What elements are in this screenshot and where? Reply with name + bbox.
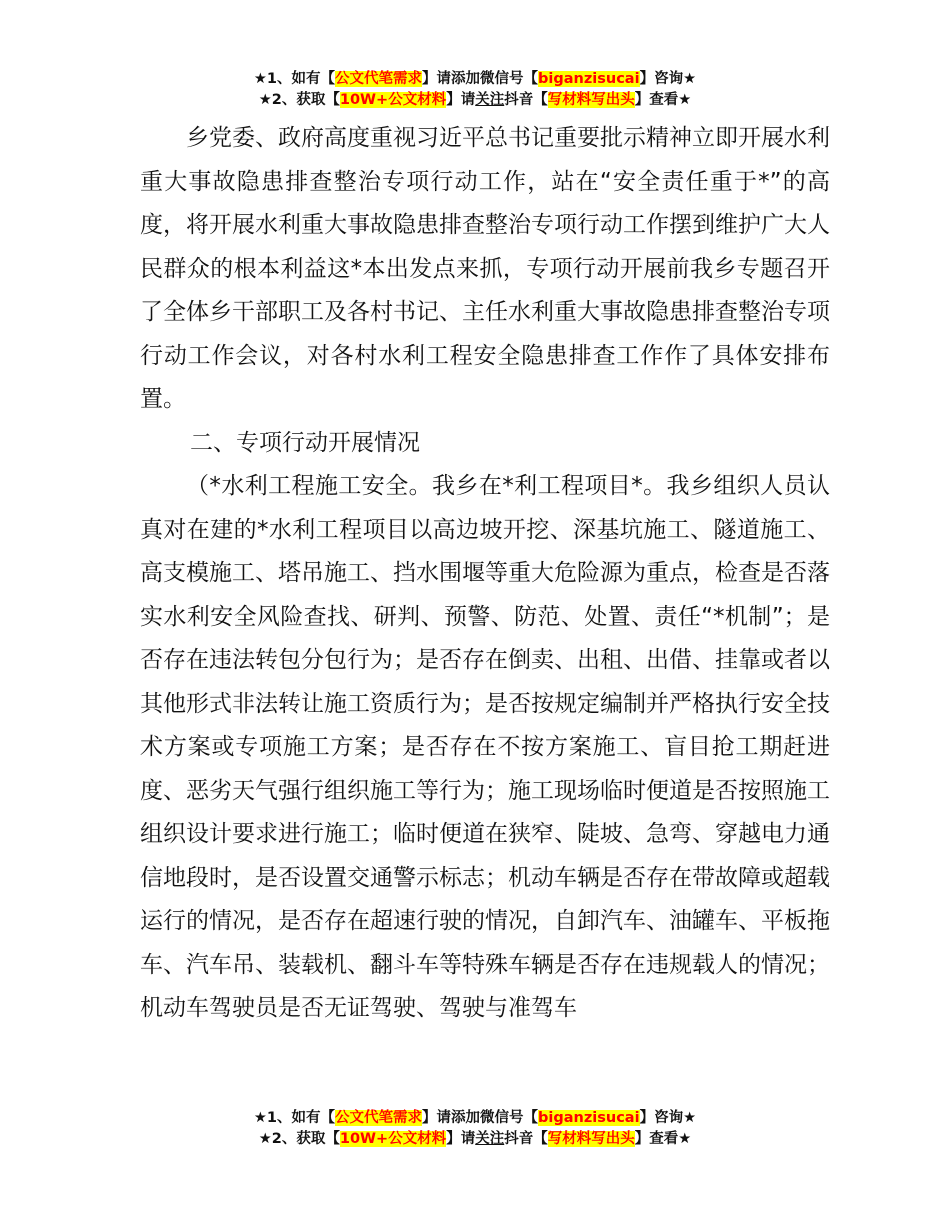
banner-text: 】咨询★	[639, 71, 697, 87]
banner-highlight: 公文代笔需求	[335, 71, 423, 87]
banner-text: 】咨询★	[639, 1110, 697, 1126]
banner-text: 抖音【	[504, 1131, 548, 1147]
banner-highlight-douyin: 写材料写出头	[547, 92, 635, 108]
banner-line-1	[0, 1108, 950, 1129]
banner-highlight-wechat-id: biganzisucai	[538, 71, 640, 87]
banner-highlight-wechat-id: biganzisucai	[538, 1110, 640, 1126]
banner-highlight-douyin: 写材料写出头	[547, 1131, 635, 1147]
banner-line-2	[0, 90, 950, 111]
banner-text: ★1、如有【	[253, 71, 336, 87]
banner-text: ★1、如有【	[253, 1110, 336, 1126]
banner-line-1	[0, 69, 950, 90]
banner-highlight: 10W+公文材料	[339, 92, 447, 108]
banner-highlight: 10W+公文材料	[339, 1131, 447, 1147]
header-banner	[0, 69, 950, 111]
banner-text: ★2、获取【	[258, 1131, 340, 1147]
banner-text: ★2、获取【	[258, 92, 340, 108]
paragraph-intro: 乡党委、政府高度重视习近平总书记重要批示精神立即开展水利重大事故隐患排查整治专项行动工作，站在“安全责任重于*”的高度，将开展水利重大事故隐患排查整治专项行动工作摆到维护广大人民群众的根本利益这*本出发点来抓，专项行动开展前我乡专题召开了全体乡干部职工及各村书记、主任水利重大事故隐患排查整治专项行动工作会议，对各村水利工程安全隐患排查工作作了具体安排布置。	[140, 125, 830, 412]
banner-text: 抖音【	[504, 92, 548, 108]
footer-banner	[0, 1108, 950, 1150]
banner-text: 】请添加微信号【	[422, 71, 539, 87]
banner-text: 】请添加微信号【	[422, 1110, 539, 1126]
banner-line-2	[0, 1129, 950, 1150]
banner-text: 】查看★	[634, 92, 692, 108]
paragraph-construction-safety: （*水利工程施工安全。我乡在*利工程项目*。我乡组织人员认真对在建的*水利工程项目以高边坡开挖、深基坑施工、隧道施工、高支模施工、塔吊施工、挡水围堰等重大危险源为重点，检查是否落实水利安全风险查找、研判、预警、防范、处置、责任“*机制”；是否存在违法转包分包行为；是否存在倒卖、出租、出借、挂靠或者以其他形式非法转让施工资质行为；是否按规定编制并严格执行安全技术方案或专项施工方案；是否存在不按方案施工、盲目抢工期赶进度、恶劣天气强行组织施工等行为；施工现场临时便道是否按照施工组织设计要求进行施工；临时便道在狭窄、陡坡、急弯、穿越电力通信地段时，是否设置交通警示标志；机动车辆是否存在带故障或超载运行的情况，是否存在超速行驶的情况，自卸汽车、油罐车、平板拖车、汽车吊、装载机、翻斗车等特殊车辆是否存在违规载人的情况；机动车驾驶员是否无证驾驶、驾驶与准驾车	[140, 473, 830, 1021]
document-body	[140, 117, 830, 1031]
section-heading: 二、专项行动开展情况	[190, 429, 420, 456]
banner-text: 】请	[446, 1131, 476, 1147]
banner-text: 】查看★	[634, 1131, 692, 1147]
banner-underlined: 关注	[475, 92, 505, 108]
banner-highlight: 公文代笔需求	[335, 1110, 423, 1126]
banner-underlined: 关注	[475, 1131, 505, 1147]
banner-text: 】请	[446, 92, 476, 108]
